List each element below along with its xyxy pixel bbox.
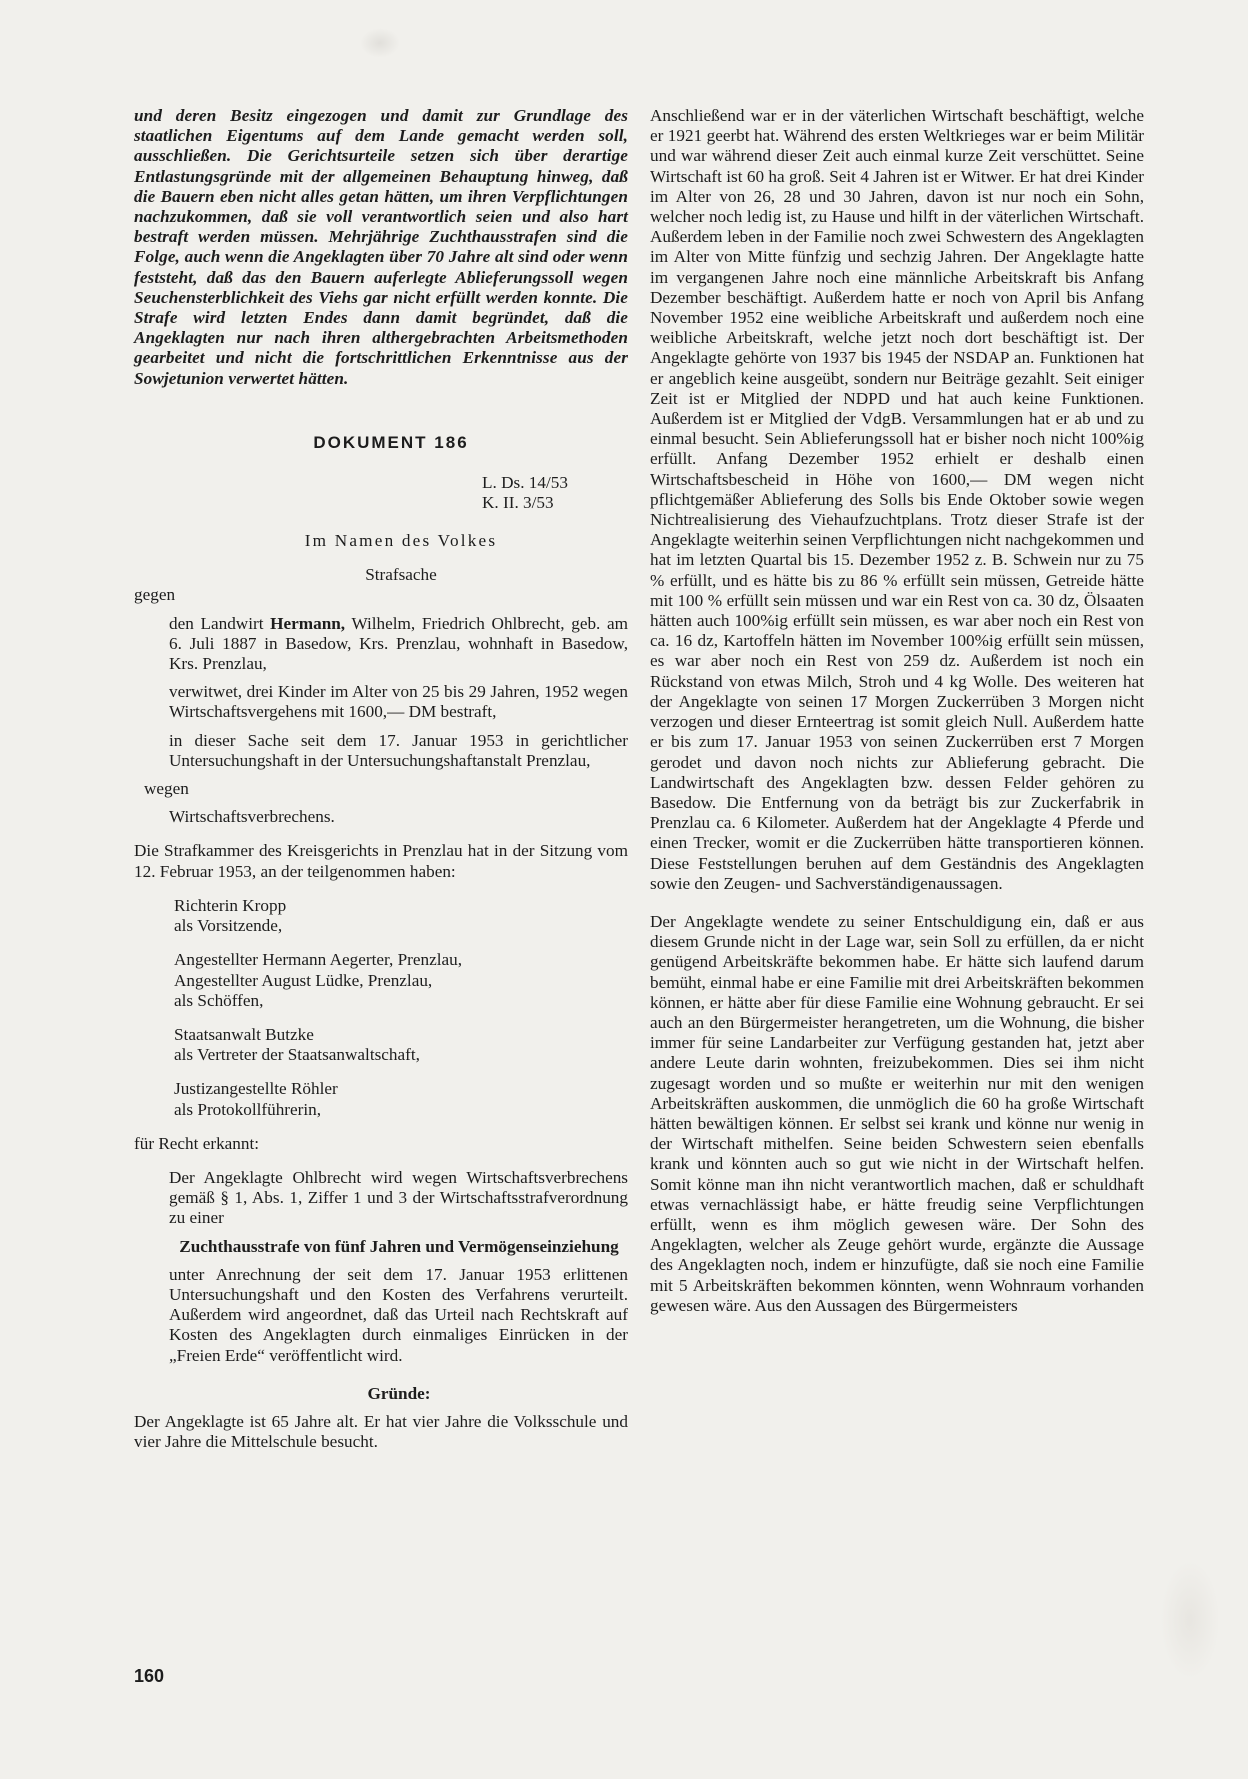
paper-stain <box>360 28 400 58</box>
label-gegen: gegen <box>134 585 176 605</box>
clerk-role: als Protokollführerin, <box>174 1099 322 1119</box>
reasons-heading: Gründe: <box>367 1383 431 1403</box>
defense-paragraph: Der Angeklagte wendete zu seiner Entschuldigung ein, daß er aus diesem Grunde nicht in der Lage war, sein Soll zu erfüllen, da er nicht genügend Arbeitskräfte bekommen habe. Er hätte sich laufend darum bemüht, einmal habe er eine Familie mit drei Arbeitskräften bekommen können, er hätte aber für diese Familie eine Wohnung gebraucht. Er sei auch an den Bürgermeister herangetreten, um die Wohnung, die bisher immer für seine Landarbeiter zur Verfügung gestanden hat, jetzt aber andere Leute darin wohnten, freizubekommen. Dies sei ihm nicht zugesagt worden und so mußte er weiterhin nur mit den wenigen Arbeitskräften auskommen, die unmöglich die 60 ha große Wirtschaft hätten bewältigen können. Er selbst sei krank und könne nur wenig in der Wirtschaft mithelfen. Seine beiden Schwestern seien ebenfalls krank und könnten auch so gut wie nicht in der Wirtschaft helfen. Somit könne man ihn nicht verantwortlich machen, daß er schuldhaft etwas vernachlässigt habe, er hätte freudig seine Verpflichtungen erfüllt, wenn es ihm möglich gewesen wäre. Der Sohn des Angeklagten, welcher als Zeuge gehört wurde, ergänzte die Aussage des Angeklagten noch, indem er hinzufügte, daß sie noch eine Familie mit 5 Arbeitskräften bekommen könnten, wenn Wohnraum vorhanden gewesen wäre. Aus den Aussagen des Bürgermeisters <box>650 911 1144 1315</box>
court-session: Die Strafkammer des Kreisgerichts in Prenzlau hat in der Sitzung vom 12. Februar 1953, an der teilgenommen haben: <box>134 841 628 881</box>
charge: Wirtschaftsverbrechens. <box>169 807 335 827</box>
im-namen-des-volkes: Im Namen des Volkes <box>304 531 498 551</box>
case-references <box>482 473 628 513</box>
left-column <box>134 106 628 1452</box>
intro-paragraph: und deren Besitz eingezogen und damit zur Grundlage des staatlichen Eigentums auf dem Lande gemacht werden soll, ausschließen. Die Gerichtsurteile setzen sich über derartige Entlastungsgründe mit der allgemeinen Behauptung hinweg, daß die Bauern eben nicht alles getan hätten, um ihren Verpflichtungen nachzukommen, daß sie voll verantwortlich seien und also hart bestraft werden müssen. Mehrjährige Zuchthausstrafen sind die Folge, auch wenn die Angeklagten über 70 Jahre alt sind oder wenn feststeht, daß das den Bauern auferlegte Ablieferungssoll wegen Seuchensterblichkeit des Viehs gar nicht erfüllt werden konnte. Die Strafe wird letzten Endes dann damit begründet, daß die Angeklagten nur nach ihren althergebrachten Arbeitsmethoden gearbeitet und nicht die fortschrittlichen Erkenntnisse aus der Sowjetunion verwertet hätten. <box>134 106 628 388</box>
verdict-intro: für Recht erkannt: <box>134 1133 260 1153</box>
prosecutor-role: als Vertreter der Staatsanwaltschaft, <box>174 1045 420 1065</box>
lay-judges-role: als Schöffen, <box>174 990 264 1010</box>
case-ref-1: L. Ds. 14/53 <box>482 473 568 493</box>
defendant-post: Wilhelm, Friedrich Ohlbrecht, geb. am 6. Juli 1887 in Basedow, Krs. Prenzlau, wohnhaft in Basedow, Krs. Prenzlau, <box>169 613 628 674</box>
clerk-name: Justizangestellte Röhler <box>174 1079 338 1099</box>
judge-role: als Vorsitzende, <box>174 916 283 936</box>
paper-stain <box>1160 1560 1220 1680</box>
lay-judge-2: Angestellter August Lüdke, Prenzlau, <box>174 970 433 990</box>
defendant-status: verwitwet, drei Kinder im Alter von 25 bis 29 Jahren, 1952 wegen Wirtschaftsvergehens mit 1600,— DM bestraft, <box>169 682 628 722</box>
document-title: DOKUMENT 186 <box>313 432 469 452</box>
lay-judge-1: Angestellter Hermann Aegerter, Prenzlau, <box>174 950 463 970</box>
defendant-pre: den Landwirt <box>169 613 271 633</box>
sentence-heading: Zuchthausstrafe von fünf Jahren und Vermögenseinziehung <box>179 1236 619 1256</box>
verdict-text: Der Angeklagte Ohlbrecht wird wegen Wirtschaftsverbrechens gemäß § 1, Abs. 1, Ziffer 1 und 3 der Wirtschaftsstrafverordnung zu einer <box>169 1167 628 1228</box>
defendant-custody: in dieser Sache seit dem 17. Januar 1953 in gerichtlicher Untersuchungshaft in der Untersuchungshaftanstalt Prenzlau, <box>169 730 628 770</box>
judge-name: Richterin Kropp <box>174 895 287 915</box>
reasons-start: Der Angeklagte ist 65 Jahre alt. Er hat vier Jahre die Volksschule und vier Jahre die Mittelschule besucht. <box>134 1411 628 1452</box>
prosecutor-name: Staatsanwalt Butzke <box>174 1024 314 1044</box>
sentence-detail: unter Anrechnung der seit dem 17. Januar 1953 erlittenen Untersuchungshaft und den Kosten des Verfahrens verurteilt. Außerdem wird angeordnet, daß das Urteil nach Rechtskraft auf Kosten des Angeklagten durch einmaliges Einrücken in der „Freien Erde“ veröffentlicht wird. <box>169 1264 628 1365</box>
label-wegen: wegen <box>144 779 189 799</box>
case-ref-2: K. II. 3/53 <box>482 493 554 513</box>
court-members <box>174 896 628 1120</box>
right-column <box>650 106 1144 1316</box>
findings-paragraph: Anschließend war er in der väterlichen Wirtschaft beschäftigt, welche er 1921 geerbt hat. Während des ersten Weltkrieges war er beim Militär und war während dieser Zeit auch einmal kurze Zeit verschüttet. Seine Wirtschaft ist 60 ha groß. Seit 4 Jahren ist er Witwer. Er hat drei Kinder im Alter von 26, 28 und 30 Jahren, davon ist nur noch ein Sohn, welcher noch ledig ist, zu Hause und hilft in der väterlichen Wirtschaft. Außerdem leben in der Familie noch zwei Schwestern des Angeklagten im Alter von Mitte fünfzig und sechzig Jahren. Der Angeklagte hatte im vergangenen Jahre noch eine männliche Arbeitskraft bis Anfang Dezember beschäftigt. Außerdem hatte er noch von April bis Anfang November 1952 eine weibliche Arbeitskraft und außerdem noch eine weibliche Arbeitskraft, welche jetzt noch dort beschäftigt ist. Der Angeklagte gehörte von 1937 bis 1945 der NSDAP an. Funktionen hat er angeblich keine ausgeübt, sondern nur Beiträge gezahlt. Seit einiger Zeit ist er Mitglied der NDPD und hat auch keine Funktionen. Außerdem ist er Mitglied der VdgB. Versammlungen hat er ab und zu einmal besucht. Sein Ablieferungssoll hat er bisher noch nicht 100%ig erfüllt. Anfang Dezember 1952 erhielt er deshalb einen Wirtschaftsbescheid in Höhe von 1600,— DM wegen nicht pflichtgemäßer Ablieferung des Solls bis Ende Oktober sowie wegen Nichtrealisierung des Viehaufzuchtplans. Trotz dieser Strafe ist der Angeklagte weiterhin seinen Verpflichtungen nicht nachgekommen und hat im letzten Quartal bis 15. Dezember 1952 z. B. Schwein nur zu 75 % erfüllt, und es hätte bis zu 86 % erfüllt sein müssen, Getreide hätte mit 100 % erfüllt sein müssen und war ein Rest von ca. 30 dz, Ölsaaten hätten auch 100%ig erfüllt sein müssen, es war aber noch ein Rest von ca. 16 dz, Kartoffeln hätten im November 100%ig erfüllt sein müssen, es war aber noch ein Rest von 259 dz. Außerdem ist noch ein Rückstand von etwas Milch, Stroh und 4 kg Wolle. Des weiteren hat der Angeklagte von seinen 17 Morgen Zuckerrüben 3 Morgen nicht verzogen und dieser Ernteertrag ist somit gleich Null. Außerdem hatte er bis zum 17. Januar 1953 von seinen Zuckerrüben erst 7 Morgen gerodet und davon noch nichts zur Ablieferung gebracht. Die Landwirtschaft des Angeklagten bzw. dessen Felder gehören zu Basedow. Die Entfernung von da beträgt bis zur Zuckerfabrik in Prenzlau ca. 6 Kilometer. Außerdem hat der Angeklagte 4 Pferde und einen Trecker, womit er die Zuckerrüben hätte transportieren können. Diese Feststellungen beruhen auf dem Geständnis des Angeklagten sowie den Zeugen- und Sachverständigenaussagen. <box>650 106 1144 893</box>
defendant-name: Hermann, <box>270 613 346 633</box>
strafsache: Strafsache <box>365 565 437 585</box>
defendant <box>169 614 628 675</box>
page-number: 160 <box>134 1666 165 1686</box>
